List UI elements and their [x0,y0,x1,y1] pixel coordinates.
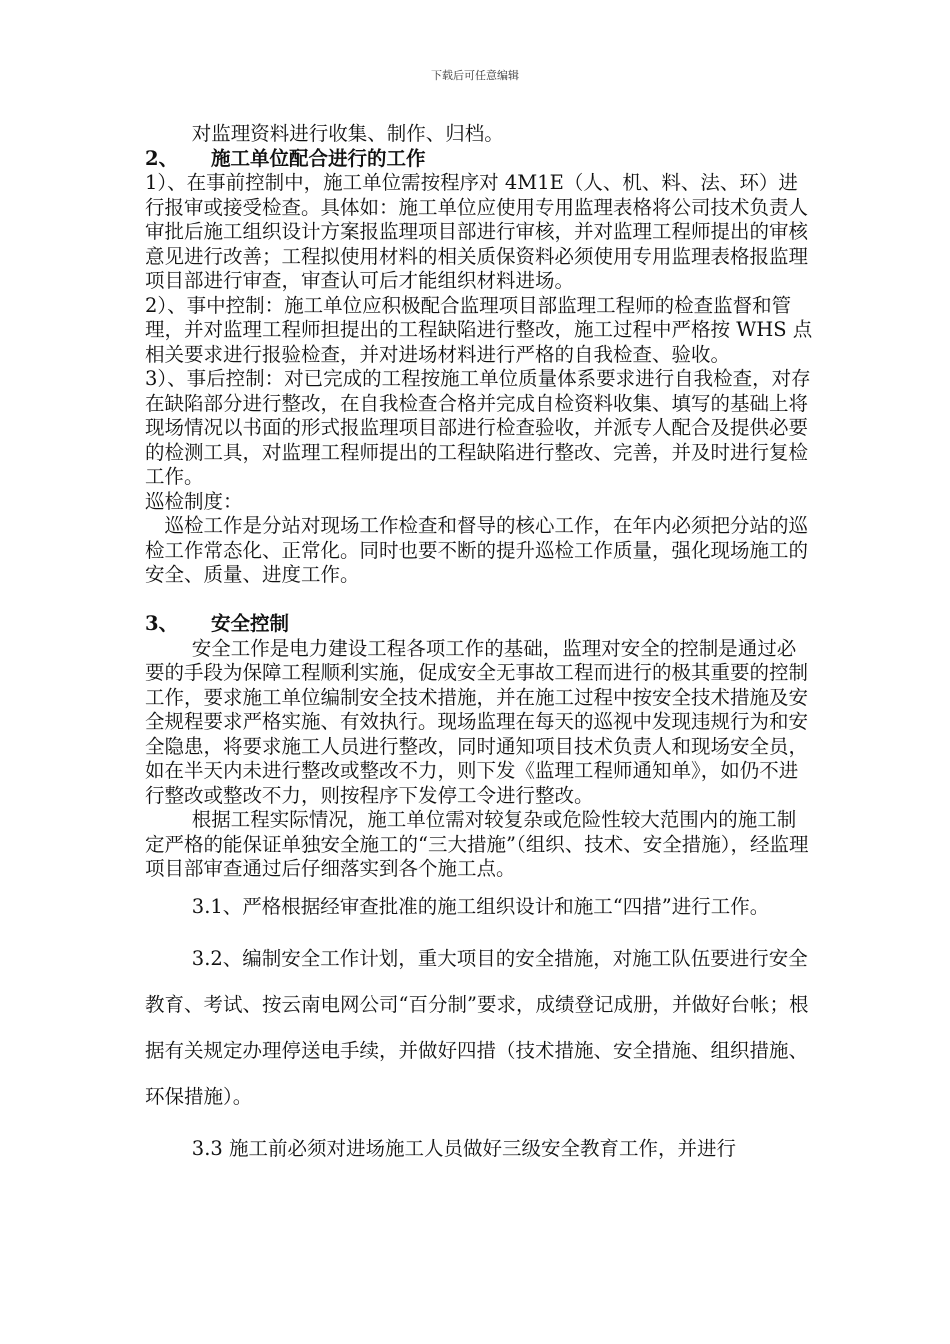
paragraph-mid-control: 2）、事中控制：施工单位应积极配合监理项目部监理工程师的检查监督和管理，并对监理工程师担提出的工程缺陷进行整改，施工过程中严格按 WHS 点相关要求进行报验检查，并对进场材料进行严格的自我检查、验收。 [145,293,813,366]
paragraph-3-3: 3.3 施工前必须对进场施工人员做好三级安全教育工作，并进行 [191,1136,737,1160]
section-heading-2 [145,147,813,172]
paragraph-3-1: 3.1、严格根据经审查批准的施工组织设计和施工“四措”进行工作。 [191,894,770,918]
paragraph-three-measures: 根据工程实际情况，施工单位需对较复杂或危险性较大范围内的施工制定严格的能保证单独安全施工的“三大措施”（组织、技术、安全措施），经监理项目部审查通过后仔细落实到各个施工点。 [145,808,809,880]
blank-line [145,588,813,613]
section-heading-3 [145,612,813,637]
section-number: 2、 [145,146,179,170]
paragraph-inspection-label: 巡检制度： [145,489,243,513]
section-number: 3、 [145,612,179,635]
paragraph-pre-control: 1）、在事前控制中，施工单位需按程序对 4M1E（人、机、料、法、环）进行报审或接受检查。具体如：施工单位应使用专用监理表格将公司技术负责人审批后施工组织设计方案报监理项目部进行审核，并对监理工程师提出的审核意见进行改善；工程拟使用材料的相关质保资料必须使用专用监理表格报监理项目部进行审查，审查认可后才能组织材料进场。 [145,171,809,292]
paragraph-archive: 对监理资料进行收集、制作、归档。 [191,122,504,145]
paragraph-post-control: 3）、事后控制：对已完成的工程按施工单位质量体系要求进行自我检查，对存在缺陷部分进行整改，在自我检查合格并完成自检资料收集、填写的基础上将现场情况以书面的形式报监理项目部进行检查验收，并派专人配合及提供必要的检测工具，对监理工程师提出的工程缺陷进行整改、完善，并及时进行复检工作。 [145,367,811,488]
section-title: 施工单位配合进行的工作 [211,146,426,170]
paragraph-safety: 安全工作是电力建设工程各项工作的基础，监理对安全的控制是通过必要的手段为保障工程顺利实施，促成安全无事故工程而进行的极其重要的控制工作，要求施工单位编制安全技术措施，并在施工过程中按安全技术措施及安全规程要求严格实施、有效执行。现场监理在每天的巡视中发现违规行为和安全隐患，将要求施工人员进行整改，同时通知项目技术负责人和现场安全员，如在半天内未进行整改或整改不力，则下发《监理工程师通知单》，如仍不进行整改或整改不力，则按程序下发停工令进行整改。 [145,636,809,807]
paragraph-inspection: 巡检工作是分站对现场工作检查和督导的核心工作，在年内必须把分站的巡检工作常态化、正常化。同时也要不断的提升巡检工作质量，强化现场施工的安全、质量、进度工作。 [145,514,809,586]
document-body [145,122,813,1172]
section-title: 安全控制 [211,612,290,635]
paragraph-3-2: 3.2、编制安全工作计划，重大项目的安全措施，对施工队伍要进行安全教育、考试、按云南电网公司“百分制”要求，成绩登记成册，并做好台帐；根据有关规定办理停送电手续，并做好四措（技术措施、安全措施、组织措施、环保措施）。 [145,946,809,1108]
header-note: 下载后可任意编辑 [431,69,519,82]
